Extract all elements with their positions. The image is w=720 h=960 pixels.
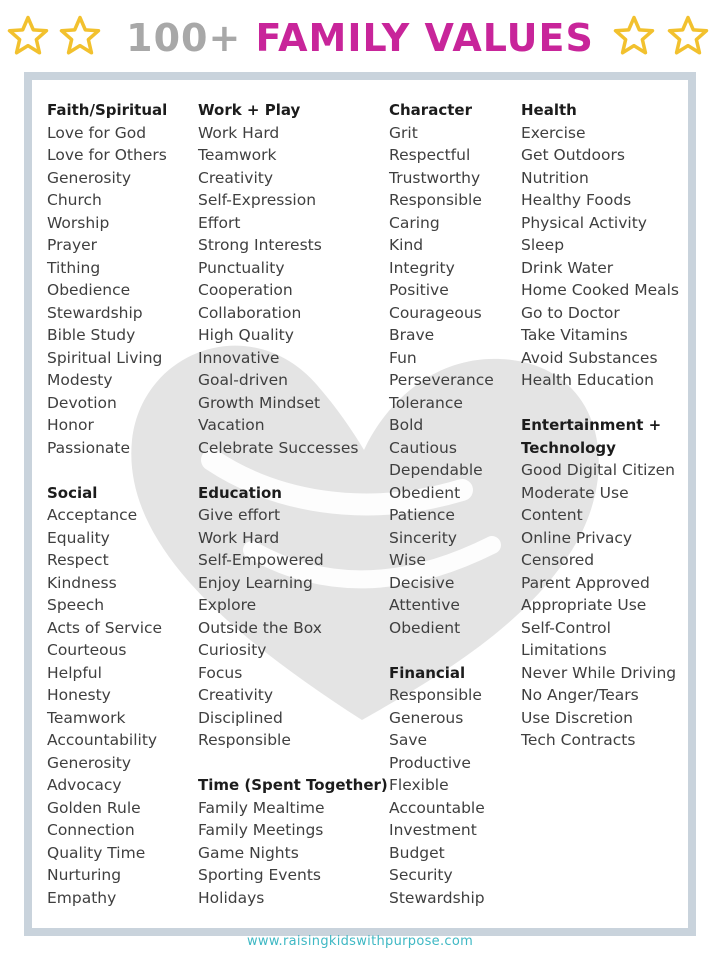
section-heading: Health bbox=[521, 101, 577, 119]
list-item: Work Hard bbox=[198, 123, 280, 142]
list-item: Home Cooked Meals bbox=[521, 281, 680, 299]
list-item: Self-Empowered bbox=[198, 551, 324, 569]
list-item: Creativity bbox=[198, 686, 274, 704]
list-item: Effort bbox=[198, 213, 241, 232]
value-list bbox=[198, 797, 388, 910]
star-icon bbox=[612, 14, 656, 58]
list-item: Investment bbox=[389, 821, 477, 839]
list-item: Attentive bbox=[389, 596, 460, 614]
list-item: Strong Interests bbox=[198, 236, 322, 254]
section-character bbox=[389, 99, 494, 639]
list-item: Sporting Events bbox=[198, 866, 321, 884]
list-item: Trustworthy bbox=[389, 168, 481, 187]
list-item: Grit bbox=[389, 123, 418, 142]
section-education bbox=[198, 482, 388, 752]
section-heading: Technology bbox=[521, 438, 616, 457]
list-item: Security bbox=[389, 866, 453, 884]
list-item: Fun bbox=[389, 348, 417, 367]
footer-url: www.raisingkidswithpurpose.com bbox=[246, 934, 474, 949]
star-icon bbox=[58, 14, 102, 58]
list-item: Acts of Service bbox=[47, 618, 163, 637]
section-heading: Work + Play bbox=[198, 101, 301, 119]
title-text: FAMILY VALUES bbox=[255, 16, 594, 60]
list-item: Family Mealtime bbox=[198, 798, 325, 817]
list-item: Spiritual Living bbox=[47, 348, 163, 367]
list-item: Caring bbox=[389, 213, 440, 232]
section-heading: Character bbox=[389, 101, 472, 119]
value-list bbox=[47, 122, 167, 460]
list-item: No Anger/Tears bbox=[521, 686, 639, 704]
list-item: Outside the Box bbox=[198, 618, 322, 637]
section-heading: Education bbox=[198, 483, 282, 502]
list-item: Acceptance bbox=[47, 506, 138, 524]
list-item: Never While Driving bbox=[521, 663, 677, 682]
list-item: Modesty bbox=[47, 371, 113, 389]
section-heading: Entertainment + bbox=[521, 416, 662, 434]
list-item: Kind bbox=[389, 236, 424, 254]
section-financial bbox=[389, 662, 494, 910]
list-item: Cooperation bbox=[198, 281, 293, 299]
list-item: Accountability bbox=[47, 731, 158, 749]
list-item: Accountable bbox=[389, 798, 485, 817]
list-item: Dependable bbox=[389, 461, 483, 479]
list-item: Bold bbox=[389, 416, 424, 434]
list-item: Budget bbox=[389, 843, 445, 862]
list-item: Family Meetings bbox=[198, 821, 324, 839]
list-item: Kindness bbox=[47, 573, 117, 592]
list-item: Honor bbox=[47, 416, 94, 434]
list-item: Physical Activity bbox=[521, 213, 647, 232]
list-item: Bible Study bbox=[47, 326, 136, 344]
list-item: Tech Contracts bbox=[521, 731, 636, 749]
list-item: Positive bbox=[389, 281, 449, 299]
list-item: Advocacy bbox=[47, 776, 122, 794]
list-item: Self-Expression bbox=[198, 191, 317, 209]
list-item: Vacation bbox=[198, 416, 265, 434]
list-item: Respectful bbox=[389, 146, 471, 164]
star-icon bbox=[666, 14, 710, 58]
list-item: Generosity bbox=[47, 753, 132, 772]
section-work-play bbox=[198, 99, 388, 459]
list-item: Give effort bbox=[198, 506, 281, 524]
list-item: Prayer bbox=[47, 236, 98, 254]
list-item: Sleep bbox=[521, 236, 565, 254]
list-item: Cautious bbox=[389, 438, 457, 457]
list-item: Limitations bbox=[521, 641, 607, 659]
page-title bbox=[126, 16, 594, 60]
list-item: Stewardship bbox=[389, 888, 485, 907]
list-item: Appropriate Use bbox=[521, 596, 647, 614]
section-heading: Financial bbox=[389, 663, 466, 682]
list-item: Explore bbox=[198, 596, 257, 614]
value-list bbox=[198, 504, 388, 752]
column-4 bbox=[521, 99, 679, 752]
section-time-spent-together bbox=[198, 774, 388, 909]
list-item: Quality Time bbox=[47, 843, 146, 862]
list-item: Teamwork bbox=[47, 708, 126, 727]
list-item: Worship bbox=[47, 213, 110, 232]
section-health bbox=[521, 99, 679, 392]
list-item: Generosity bbox=[47, 168, 132, 187]
list-item: Love for God bbox=[47, 123, 147, 142]
list-item: Equality bbox=[47, 528, 110, 547]
list-item: Censored bbox=[521, 551, 595, 569]
list-item: Devotion bbox=[47, 393, 117, 412]
list-item: Wise bbox=[389, 551, 426, 569]
list-item: Responsible bbox=[198, 731, 291, 749]
list-item: Collaboration bbox=[198, 303, 302, 322]
title-number: 100+ bbox=[126, 16, 242, 60]
list-item: Obedience bbox=[47, 281, 131, 299]
list-item: Avoid Substances bbox=[521, 348, 658, 367]
list-item: Growth Mindset bbox=[198, 393, 321, 412]
list-item: Creativity bbox=[198, 168, 274, 187]
list-item: Integrity bbox=[389, 258, 455, 277]
list-item: Courteous bbox=[47, 641, 127, 659]
list-item: Nurturing bbox=[47, 866, 122, 884]
list-item: Courageous bbox=[389, 303, 482, 322]
list-item: Flexible bbox=[389, 776, 449, 794]
list-item: Church bbox=[47, 191, 102, 209]
list-item: Passionate bbox=[47, 438, 131, 457]
column-1 bbox=[47, 99, 167, 909]
list-item: Take Vitamins bbox=[521, 326, 628, 344]
list-item: Enjoy Learning bbox=[198, 573, 313, 592]
list-item: Disciplined bbox=[198, 708, 283, 727]
list-item: Responsible bbox=[389, 191, 482, 209]
list-item: Innovative bbox=[198, 348, 280, 367]
values-frame bbox=[24, 72, 696, 936]
list-item: Respect bbox=[47, 551, 109, 569]
list-item: Holidays bbox=[198, 888, 265, 907]
value-list bbox=[389, 122, 494, 640]
list-item: Celebrate Successes bbox=[198, 438, 359, 457]
section-heading: Faith/Spiritual bbox=[47, 101, 168, 119]
section-heading: Time (Spent Together) bbox=[198, 776, 388, 794]
list-item: Speech bbox=[47, 596, 105, 614]
list-item: Exercise bbox=[521, 123, 586, 142]
list-item: Teamwork bbox=[198, 146, 277, 164]
list-item: Decisive bbox=[389, 573, 455, 592]
list-item: Brave bbox=[389, 326, 435, 344]
list-item: Golden Rule bbox=[47, 798, 141, 817]
value-list bbox=[198, 122, 388, 460]
list-item: Work Hard bbox=[198, 528, 280, 547]
list-item: Go to Doctor bbox=[521, 303, 620, 322]
value-list bbox=[521, 459, 679, 752]
list-item: Goal-driven bbox=[198, 371, 288, 389]
list-item: Sincerity bbox=[389, 528, 457, 547]
list-item: Patience bbox=[389, 506, 455, 524]
list-item: High Quality bbox=[198, 326, 294, 344]
list-item: Focus bbox=[198, 663, 243, 682]
list-item: Health Education bbox=[521, 371, 654, 389]
list-item: Nutrition bbox=[521, 168, 589, 187]
list-item: Self-Control bbox=[521, 618, 611, 637]
list-item: Game Nights bbox=[198, 843, 299, 862]
list-item: Use Discretion bbox=[521, 708, 633, 727]
list-item: Parent Approved bbox=[521, 573, 650, 592]
list-item: Obedient bbox=[389, 483, 461, 502]
section-heading: Social bbox=[47, 483, 98, 502]
list-item: Curiosity bbox=[198, 641, 267, 659]
list-item: Generous bbox=[389, 708, 464, 727]
value-list bbox=[389, 684, 494, 909]
value-list bbox=[47, 504, 167, 909]
list-item: Save bbox=[389, 731, 428, 749]
section-social bbox=[47, 482, 167, 910]
list-item: Tolerance bbox=[389, 393, 463, 412]
list-item: Content bbox=[521, 506, 583, 524]
list-item: Honesty bbox=[47, 686, 111, 704]
section-faith-spiritual bbox=[47, 99, 167, 459]
list-item: Love for Others bbox=[47, 146, 167, 164]
list-item: Drink Water bbox=[521, 258, 614, 277]
list-item: Responsible bbox=[389, 686, 482, 704]
list-item: Moderate Use bbox=[521, 483, 629, 502]
section-entertainment-technology bbox=[521, 414, 679, 752]
column-2 bbox=[198, 99, 388, 909]
list-item: Perseverance bbox=[389, 371, 494, 389]
list-item: Productive bbox=[389, 753, 471, 772]
list-item: Stewardship bbox=[47, 303, 143, 322]
list-item: Online Privacy bbox=[521, 528, 633, 547]
list-item: Helpful bbox=[47, 663, 102, 682]
value-list bbox=[521, 122, 679, 392]
list-item: Healthy Foods bbox=[521, 191, 632, 209]
list-item: Good Digital Citizen bbox=[521, 461, 675, 479]
list-item: Get Outdoors bbox=[521, 146, 625, 164]
column-3 bbox=[389, 99, 494, 909]
list-item: Obedient bbox=[389, 618, 461, 637]
star-icon bbox=[6, 14, 50, 58]
list-item: Empathy bbox=[47, 888, 117, 907]
list-item: Punctuality bbox=[198, 258, 285, 277]
list-item: Tithing bbox=[47, 258, 101, 277]
list-item: Connection bbox=[47, 821, 135, 839]
